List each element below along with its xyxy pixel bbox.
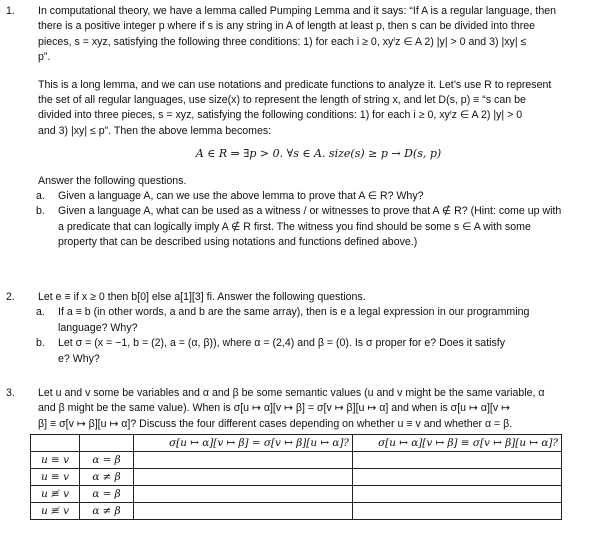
table-cell: u ≢ v [31, 503, 80, 520]
table-row [31, 469, 562, 486]
subquestion-1a [36, 189, 597, 204]
table-cell [134, 503, 353, 520]
table-cell: u ≡ v [31, 452, 80, 469]
paragraph-line: If a ≡ b (in other words, a and b are the same array), then is e a legal expression in our programming [58, 306, 530, 319]
table-cell: α = β [80, 486, 134, 503]
table-cell: α ≠ β [80, 469, 134, 486]
table-cell [353, 452, 562, 469]
table-cell [134, 452, 353, 469]
question-3 [0, 386, 599, 520]
table-cell: α = β [80, 452, 134, 469]
table-cell: u ≡ v [31, 469, 80, 486]
paragraph-line: Given a language A, what can be used as a witness / or witnesses to prove that A ∉ R? (Hint: come up with [58, 205, 562, 218]
paragraph-line: This is a long lemma, and we can use notations and predicate functions to analyze it. Let’s use R to represent [38, 78, 552, 91]
paragraph-line: Let e ≡ if x ≥ 0 then b[0] else a[1][3] fi. Answer the following questions. [38, 291, 366, 303]
paragraph-line: Let σ = (x = −1, b = (2), a = (α, β)), where α = (2,4) and β = (0). Is σ proper for e? Does it satisfy [58, 337, 506, 350]
table-cell [353, 486, 562, 503]
paragraph-line: divided into three pieces, s = xyz, satisfying the following conditions: 1) for each i ≥ 0, xyⁱz ∈ A 2) |y| > 0 [38, 109, 523, 122]
paragraph-line: β] ≡ σ[v ↦ β][u ↦ α]? Discuss the four different cases depending on whether u ≡ v and whether α = β. [38, 417, 513, 430]
paragraph-line: p”. [38, 51, 51, 64]
paragraph-line: and 3) |xy| ≤ p”. Then the above lemma becomes: [38, 124, 272, 137]
table-row [31, 452, 562, 469]
paragraph-line: the set of all regular languages, use size(x) to represent the length of string x, and let D(s, p) ≡ “s can be [38, 94, 526, 107]
paragraph-line: property that can be described using notations and functions defined above.) [58, 236, 418, 249]
paragraph-line: e? Why? [58, 352, 100, 365]
table-cell: α ≠ β [80, 503, 134, 520]
question-number: 1. [6, 5, 15, 17]
question-2 [0, 290, 599, 367]
lemma-formula: A ∈ R ⇒ ∃p > 0. ∀s ∈ A. size(s) ≥ p → D(s, p) [195, 147, 442, 161]
paragraph-line: and β might be the same value). When is σ[u ↦ α][v ↦ β] = σ[v ↦ β][u ↦ α] and when is σ[u ↦ α][v ↦ [38, 402, 510, 415]
table-row [31, 486, 562, 503]
paragraph-line: there is a positive integer p where if s is any string in A of length at least p, then s can be divided into three [38, 20, 536, 33]
subquestion-2b [36, 336, 597, 367]
table-header-cell: σ[u ↦ α][v ↦ β] ≡ σ[v ↦ β][u ↦ α]? [353, 435, 562, 452]
subquestion-1b [36, 204, 597, 250]
question-number: 3. [6, 387, 15, 399]
paragraph-line: In computational theory, we have a lemma called Pumping Lemma and it says: “If A is a regular language, then [38, 5, 557, 17]
subquestion-label: b. [36, 205, 45, 218]
table-cell [134, 486, 353, 503]
subquestion-label: a. [36, 190, 45, 203]
table-header-row [31, 435, 562, 452]
paragraph-line: Let u and v some be variables and α and β be some semantic values (u and v might be the same variable, α [38, 387, 545, 399]
paragraph-line: pieces, s = xyz, satisfying the following three conditions: 1) for each i ≥ 0, xyⁱz ∈ A 2) |y| > 0 and 3) |xy| ≤ [38, 35, 527, 48]
table-cell [353, 503, 562, 520]
question-number: 2. [6, 291, 15, 303]
table-header-cell [31, 435, 80, 452]
cases-table [30, 434, 562, 520]
table-header-cell: σ[u ↦ α][v ↦ β] = σ[v ↦ β][u ↦ α]? [134, 435, 353, 452]
paragraph-line: language? Why? [58, 321, 138, 334]
table-header-cell [80, 435, 134, 452]
table-cell [353, 469, 562, 486]
table-cell [134, 469, 353, 486]
subquestion-label: b. [36, 337, 45, 350]
instruction-text: Answer the following questions. [38, 174, 187, 187]
table-cell: u ≢ v [31, 486, 80, 503]
paragraph-line: a predicate that can logically imply A ∉ R first. The witness you find should be some s ∈ A with some [58, 220, 531, 233]
paragraph-line: Given a language A, can we use the above lemma to prove that A ∈ R? Why? [58, 190, 424, 203]
subquestion-label: a. [36, 306, 45, 319]
subquestion-2a [36, 305, 597, 336]
table-row [31, 503, 562, 520]
question-1 [0, 4, 599, 251]
